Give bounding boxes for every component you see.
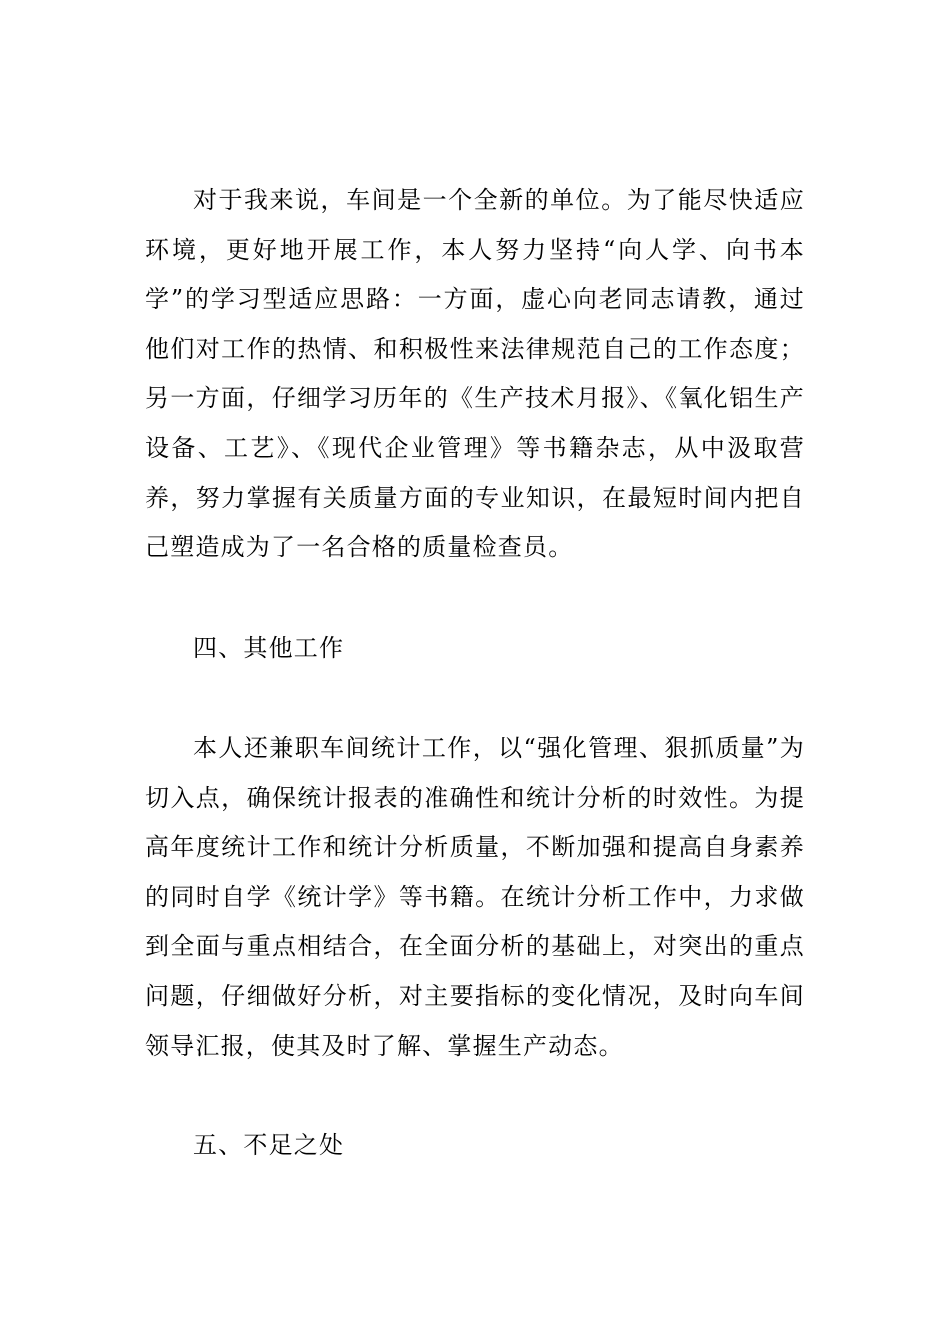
section-heading-other-work: 四、其他工作 [193, 634, 345, 662]
section-heading-shortcomings: 五、不足之处 [193, 1131, 345, 1159]
body-paragraph-statistics: 本人还兼职车间统计工作，以“强化管理、狠抓质量”为切入点，确保统计报表的准确性和统计分析的时效性。为提高年度统计工作和统计分析质量，不断加强和提高自身素养的同时自学《统计学》等书籍。在统计分析工作中，力求做到全面与重点相结合，在全面分析的基础上，对突出的重点问题，仔细做好分析，对主要指标的变化情况，及时向车间领导汇报，使其及时了解、掌握生产动态。 [145, 734, 805, 1060]
body-paragraph-learning: 对于我来说，车间是一个全新的单位。为了能尽快适应环境，更好地开展工作，本人努力坚持“向人学、向书本学”的学习型适应思路：一方面，虚心向老同志请教，通过他们对工作的热情、和积极性来法律规范自己的工作态度；另一方面，仔细学习历年的《生产技术月报》、《氧化铝生产设备、工艺》、《现代企业管理》等书籍杂志，从中汲取营养，努力掌握有关质量方面的专业知识，在最短时间内把自己塑造成为了一名合格的质量检查员。 [145, 186, 805, 562]
